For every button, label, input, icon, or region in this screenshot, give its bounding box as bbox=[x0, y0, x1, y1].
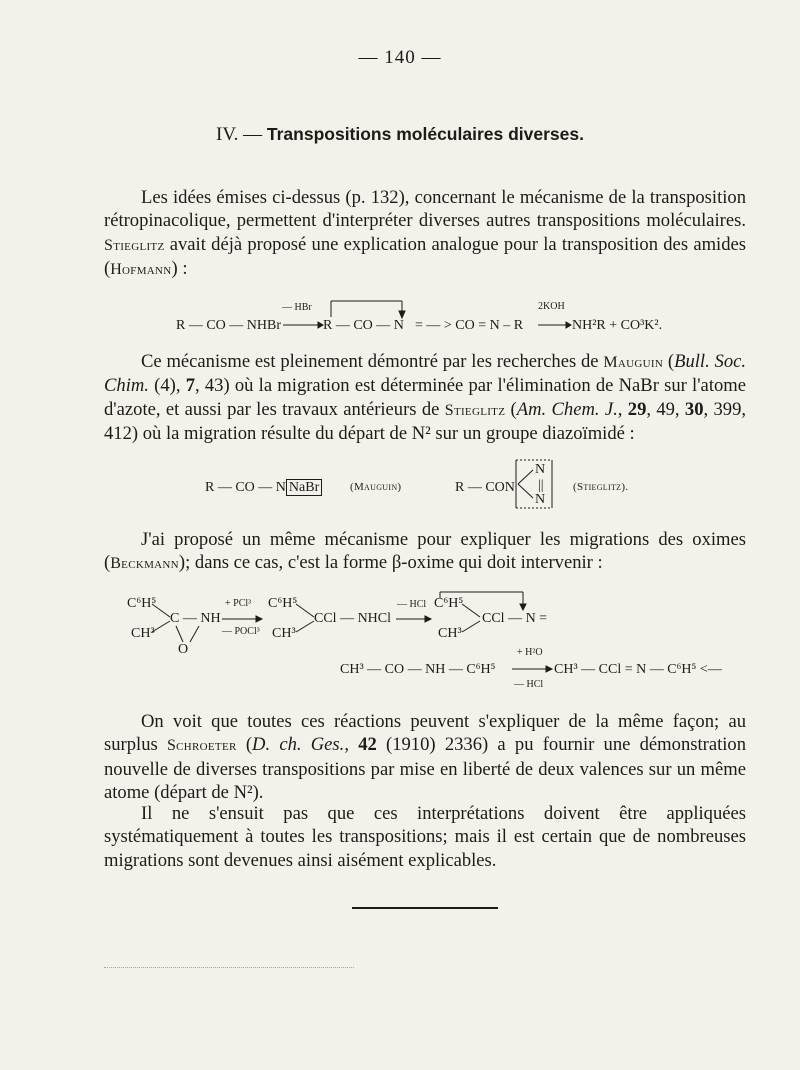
p2-text-a: Ce mécanisme est pleinement démontré par les recherches de bbox=[141, 351, 604, 372]
author-hofmann: Hofmann bbox=[110, 260, 172, 278]
eq3-oxygen: O bbox=[178, 642, 189, 657]
page-smudge bbox=[104, 967, 354, 968]
eq1-isocyanate: = — > CO = N – R bbox=[415, 318, 524, 333]
eq3-phenyl-3: C⁶H⁵ bbox=[434, 596, 464, 611]
p2-text-e: ( bbox=[505, 398, 517, 420]
eq2-nabr-box: NaBr bbox=[286, 479, 322, 496]
eq2-left: R — CO — N NaBr bbox=[205, 480, 322, 496]
paragraph-4 bbox=[104, 710, 746, 804]
eq3-intermediate: CCl — N = bbox=[482, 611, 548, 626]
eq3-methyl-2: CH³ bbox=[272, 626, 296, 641]
eq3-hcl-label: — HCl bbox=[397, 599, 427, 610]
eq2-n-top: N bbox=[535, 462, 546, 477]
author-schroeter: Schroeter bbox=[166, 737, 237, 755]
eq3-phenyl-2: C⁶H⁵ bbox=[268, 596, 298, 611]
journal-d-ch-ges: D. ch. Ges. bbox=[252, 734, 345, 756]
eq3-pocl-label: — POCl³ bbox=[222, 626, 260, 637]
p2-text-g: , 49, bbox=[646, 398, 685, 420]
p4-text-b: ( bbox=[236, 734, 253, 756]
eq3-chloride: CCl — NHCl bbox=[314, 611, 392, 626]
p2-volume-2: 29 bbox=[627, 398, 647, 420]
p3-text-a: J'ai proposé un même mécanisme pour expliquer les migrations des oximes ( bbox=[104, 529, 746, 574]
eq3-phenyl-1: C⁶H⁵ bbox=[127, 596, 157, 611]
eq3-h2o-label: + H²O bbox=[517, 647, 543, 658]
p4-volume-1: 42 bbox=[358, 734, 377, 756]
p2-text-b: ( bbox=[663, 351, 675, 372]
p4-text-a: On voit que toutes ces réactions peuvent s'expliquer de la même façon; au surplus bbox=[104, 711, 746, 756]
p2-text-f: , bbox=[617, 398, 628, 420]
p1-text-b: avait déjà proposé une explication analogue pour la transposition des amides ( bbox=[104, 233, 746, 279]
author-stieglitz-2: Stieglitz bbox=[444, 401, 506, 419]
eq2-right: R — CON bbox=[455, 480, 515, 495]
p2-text-c: (4), bbox=[148, 375, 186, 397]
eq1-reactant: R — CO — NHBr bbox=[176, 318, 282, 333]
author-beckmann: Beckmann bbox=[110, 555, 179, 573]
eq3-imidoyl-chloride: CH³ — CCl = N — C⁶H⁵ <— bbox=[554, 662, 722, 677]
eq1-arrow-label: — HBr bbox=[282, 302, 312, 313]
eq2-ref-stieglitz: (Stieglitz). bbox=[573, 481, 629, 493]
author-stieglitz: Stieglitz bbox=[104, 236, 165, 254]
p1-text-a: Les idées émises ci-dessus (p. 132), concernant le mécanisme de la transposition rétropinacolique, permettent d'interpréter diverses autres transpositions moléculaires. bbox=[104, 187, 746, 232]
eq3-anilide: CH³ — CO — NH — C⁶H⁵ bbox=[340, 662, 496, 677]
p2-volume-3: 30 bbox=[684, 398, 704, 420]
paragraph-5: Il ne s'ensuit pas que ces interprétations doivent être appliquées systématiquement à toutes les transpositions; mais il est certain que de nombreuses migrations sont devenues ainsi aisément explicables. bbox=[104, 803, 746, 871]
p1-text-c: ) : bbox=[171, 257, 188, 279]
closing-rule bbox=[352, 907, 498, 909]
journal-am-chem-j: Am. Chem. J. bbox=[516, 398, 618, 420]
section-number: IV. — bbox=[216, 124, 263, 145]
p3-text-b: ); dans ce cas, c'est la forme β-oxime qui doit intervenir : bbox=[178, 552, 603, 574]
eq2-n-bond: || bbox=[538, 478, 544, 493]
eq3-methyl-1: CH³ bbox=[131, 626, 155, 641]
eq1-intermediate: R — CO — N bbox=[323, 318, 404, 333]
eq3-oxime-core: C — NH bbox=[170, 611, 221, 626]
author-mauguin: Mauguin bbox=[603, 354, 664, 371]
page-number: — 140 — bbox=[358, 47, 442, 68]
p2-volume-1: 7 bbox=[185, 375, 196, 397]
eq2-ref-mauguin: (Mauguin) bbox=[350, 481, 402, 493]
journal-bull-soc-chim: Bull. Soc. Chim. bbox=[104, 351, 747, 397]
eq1-products: NH²R + CO³K². bbox=[572, 318, 663, 333]
p4-text-d: (1910) 2336) a pu fournir une démonstration nouvelle de diverses transpositions par mise en liberté de deux valences sur un même atome (départ de N²). bbox=[104, 734, 747, 803]
section-title-text: Transpositions moléculaires diverses. bbox=[266, 124, 584, 144]
eq2-n-bottom: N bbox=[535, 492, 546, 507]
eq1-koh-label: 2KOH bbox=[538, 301, 565, 312]
eq3-pcl-label: + PCl³ bbox=[225, 598, 252, 609]
eq3-hcl-label-2: — HCl bbox=[514, 679, 544, 690]
p2-text-h: , 399, 412) où la migration résulte du départ de N² sur un groupe diazoïmidé : bbox=[104, 398, 747, 444]
p2-text-d: , 43) où la migration est déterminée par l'élimination de NaBr sur l'atome d'azote, et aussi par les travaux antérieurs de bbox=[104, 375, 746, 420]
p4-text-c: , bbox=[344, 734, 359, 756]
eq3-methyl-3: CH³ bbox=[438, 626, 462, 641]
